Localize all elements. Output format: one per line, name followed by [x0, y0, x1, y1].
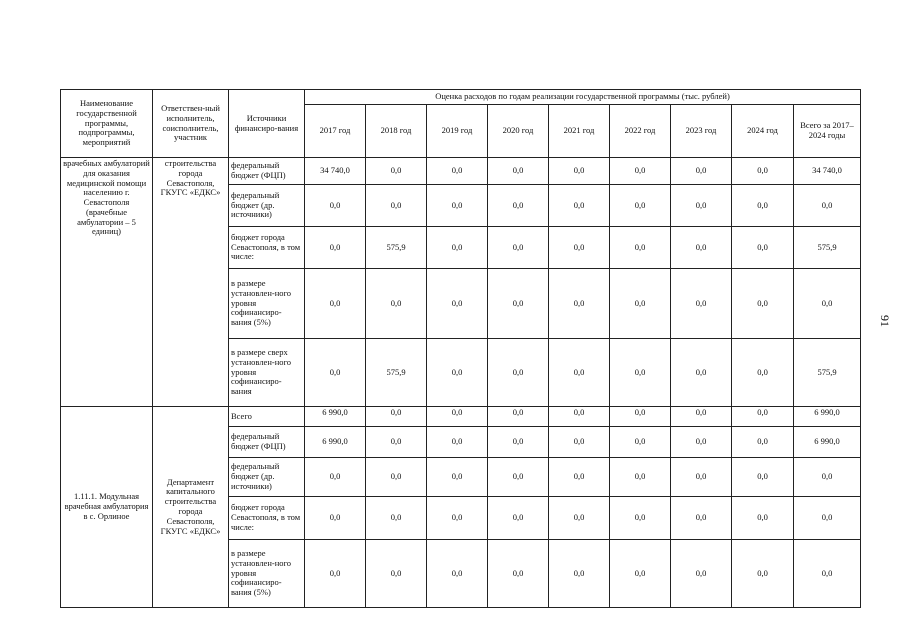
header-year: 2024 год	[732, 105, 794, 158]
value-cell: 0,0	[671, 339, 732, 407]
value-cell: 575,9	[366, 339, 427, 407]
source-cell: в размере сверх установлен-ного уровня софинансиро-вания	[229, 339, 305, 407]
value-cell: 0,0	[305, 497, 366, 540]
value-cell: 0,0	[732, 540, 794, 608]
value-cell: 0,0	[732, 185, 794, 227]
value-cell: 0,0	[366, 269, 427, 339]
header-name: Наименование государственной программы, подпрограммы, мероприятий	[61, 90, 153, 158]
source-cell: федеральный бюджет (др. источники)	[229, 185, 305, 227]
value-cell: 0,0	[427, 497, 488, 540]
value-cell: 0,0	[794, 497, 861, 540]
value-cell: 0,0	[610, 497, 671, 540]
value-cell: 0,0	[427, 269, 488, 339]
value-cell: 0,0	[488, 269, 549, 339]
value-cell: 0,0	[366, 497, 427, 540]
header-year: 2021 год	[549, 105, 610, 158]
budget-table	[60, 89, 861, 608]
value-cell: 6 990,0	[794, 407, 861, 427]
header-year: 2018 год	[366, 105, 427, 158]
value-cell: 6 990,0	[794, 427, 861, 458]
source-cell: в размере установлен-ного уровня софинансиро-вания (5%)	[229, 269, 305, 339]
value-cell: 0,0	[305, 458, 366, 497]
value-cell: 0,0	[610, 227, 671, 269]
value-cell: 0,0	[366, 185, 427, 227]
value-cell: 575,9	[366, 227, 427, 269]
value-cell: 0,0	[549, 339, 610, 407]
value-cell: 0,0	[305, 227, 366, 269]
value-cell: 0,0	[488, 227, 549, 269]
value-cell: 0,0	[427, 227, 488, 269]
source-cell: бюджет города Севастополя, в том числе:	[229, 227, 305, 269]
value-cell: 0,0	[732, 158, 794, 185]
header-year: 2023 год	[671, 105, 732, 158]
value-cell: 0,0	[794, 185, 861, 227]
value-cell: 0,0	[549, 185, 610, 227]
value-cell: 0,0	[549, 407, 610, 427]
value-cell: 0,0	[366, 427, 427, 458]
value-cell: 0,0	[671, 185, 732, 227]
source-cell: федеральный бюджет (др. источники)	[229, 458, 305, 497]
value-cell: 0,0	[732, 427, 794, 458]
value-cell: 0,0	[610, 427, 671, 458]
value-cell: 0,0	[427, 540, 488, 608]
table-row	[61, 158, 861, 185]
source-cell: в размере установлен-ного уровня софинансиро-вания (5%)	[229, 540, 305, 608]
value-cell: 0,0	[794, 540, 861, 608]
value-cell: 0,0	[488, 427, 549, 458]
value-cell: 0,0	[305, 540, 366, 608]
header-estimate: Оценка расходов по годам реализации государственной программы (тыс. рублей)	[305, 90, 861, 105]
value-cell: 0,0	[488, 540, 549, 608]
value-cell: 0,0	[671, 158, 732, 185]
measure-name-cell: 1.11.1. Модульная врачебная амбулатория в с. Орлиное	[61, 407, 153, 608]
value-cell: 0,0	[732, 339, 794, 407]
value-cell: 0,0	[427, 158, 488, 185]
value-cell: 0,0	[671, 227, 732, 269]
value-cell: 0,0	[794, 269, 861, 339]
value-cell: 0,0	[732, 407, 794, 427]
value-cell: 0,0	[671, 427, 732, 458]
value-cell: 0,0	[732, 497, 794, 540]
table-row	[61, 407, 861, 427]
value-cell: 0,0	[549, 497, 610, 540]
value-cell: 0,0	[305, 339, 366, 407]
value-cell: 0,0	[427, 339, 488, 407]
value-cell: 0,0	[427, 185, 488, 227]
source-cell: федеральный бюджет (ФЦП)	[229, 158, 305, 185]
value-cell: 0,0	[732, 458, 794, 497]
value-cell: 0,0	[732, 269, 794, 339]
value-cell: 0,0	[732, 227, 794, 269]
value-cell: 34 740,0	[794, 158, 861, 185]
value-cell: 0,0	[671, 269, 732, 339]
value-cell: 0,0	[549, 458, 610, 497]
value-cell: 0,0	[610, 407, 671, 427]
source-cell: бюджет города Севастополя, в том числе:	[229, 497, 305, 540]
value-cell: 0,0	[610, 458, 671, 497]
value-cell: 575,9	[794, 339, 861, 407]
header-sources: Источники финансиро-вания	[229, 90, 305, 158]
value-cell: 575,9	[794, 227, 861, 269]
value-cell: 0,0	[549, 227, 610, 269]
value-cell: 0,0	[488, 458, 549, 497]
value-cell: 0,0	[305, 185, 366, 227]
responsible-cell: Департамент капитального строительства города Севастополя, ГКУГС «ЕДКС»	[153, 407, 229, 608]
value-cell: 0,0	[366, 458, 427, 497]
value-cell: 0,0	[610, 339, 671, 407]
header-year: 2022 год	[610, 105, 671, 158]
value-cell: 0,0	[488, 158, 549, 185]
value-cell: 0,0	[794, 458, 861, 497]
value-cell: 0,0	[366, 540, 427, 608]
header-year: 2017 год	[305, 105, 366, 158]
value-cell: 6 990,0	[305, 427, 366, 458]
value-cell: 0,0	[671, 458, 732, 497]
value-cell: 0,0	[610, 269, 671, 339]
value-cell: 0,0	[610, 540, 671, 608]
header-year: 2019 год	[427, 105, 488, 158]
value-cell: 0,0	[671, 407, 732, 427]
source-cell: Всего	[229, 407, 305, 427]
value-cell: 0,0	[488, 185, 549, 227]
value-cell: 0,0	[427, 407, 488, 427]
value-cell: 0,0	[427, 427, 488, 458]
value-cell: 0,0	[427, 458, 488, 497]
value-cell: 0,0	[549, 540, 610, 608]
value-cell: 6 990,0	[305, 407, 366, 427]
header-total: Всего за 2017–2024 годы	[794, 105, 861, 158]
header-year: 2020 год	[488, 105, 549, 158]
value-cell: 0,0	[549, 269, 610, 339]
value-cell: 0,0	[366, 407, 427, 427]
value-cell: 0,0	[671, 540, 732, 608]
header-responsible: Ответствен-ный исполнитель, соисполнитель, участник	[153, 90, 229, 158]
value-cell: 34 740,0	[305, 158, 366, 185]
value-cell: 0,0	[549, 158, 610, 185]
value-cell: 0,0	[671, 497, 732, 540]
source-cell: федеральный бюджет (ФЦП)	[229, 427, 305, 458]
value-cell: 0,0	[488, 407, 549, 427]
measure-name-cell: врачебных амбулаторий для оказания медицинской помощи населению г. Севастополя (врачебные амбулатории – 5 единиц)	[61, 158, 153, 407]
value-cell: 0,0	[488, 339, 549, 407]
responsible-cell: строительства города Севастополя, ГКУГС «ЕДКС»	[153, 158, 229, 407]
value-cell: 0,0	[610, 185, 671, 227]
value-cell: 0,0	[366, 158, 427, 185]
value-cell: 0,0	[488, 497, 549, 540]
value-cell: 0,0	[610, 158, 671, 185]
value-cell: 0,0	[549, 427, 610, 458]
page-number: 91	[878, 315, 892, 327]
value-cell: 0,0	[305, 269, 366, 339]
